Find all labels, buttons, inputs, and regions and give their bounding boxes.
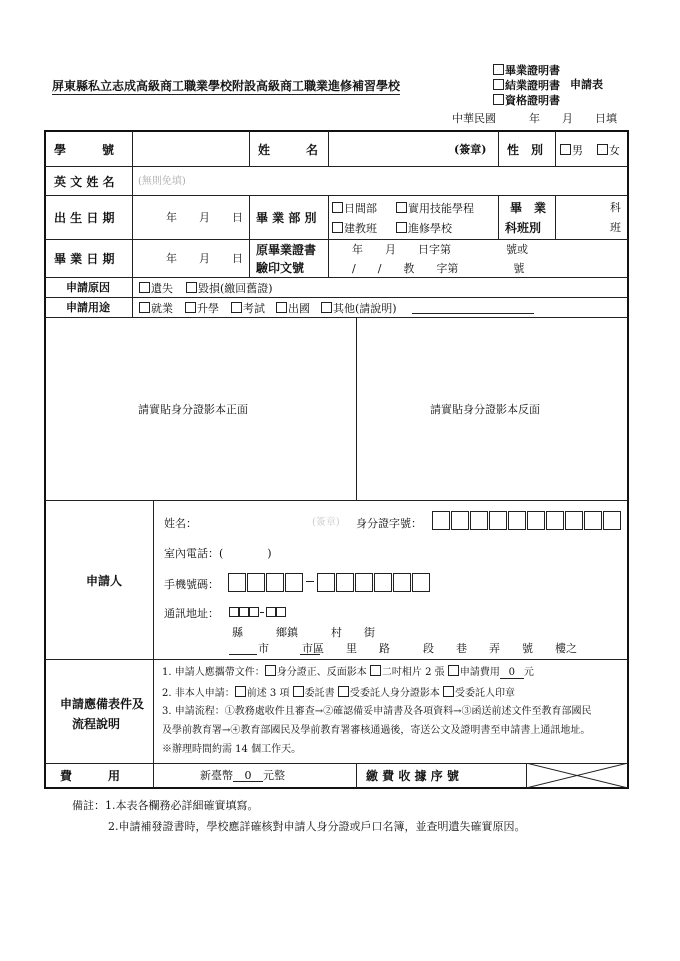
division-coop-option[interactable]: 建教班 xyxy=(332,222,377,234)
grad-class-label-2: 科班別 xyxy=(505,221,542,235)
apply-form-label: 申請表 xyxy=(570,78,603,91)
fee-amount: 新臺幣 0 元整 xyxy=(200,769,285,782)
checkbox[interactable] xyxy=(560,144,571,155)
student-id-field[interactable] xyxy=(134,133,247,164)
grad-date-ymd[interactable]: 年 月 日 xyxy=(166,252,243,265)
dept-suffix: 科 xyxy=(610,201,621,214)
checkbox[interactable] xyxy=(493,94,504,105)
cert-number-line-1[interactable]: 年 月 日字第 號或 xyxy=(352,243,528,256)
process-label-2: 流程說明 xyxy=(72,717,121,731)
english-name-label: 英 文 姓 名 xyxy=(54,175,115,189)
id-front-placeholder: 請實貼身分證影本正面 xyxy=(138,403,248,416)
checkbox[interactable] xyxy=(185,302,196,313)
name-label: 姓 名 xyxy=(258,143,319,157)
grad-date-label: 畢 業 日 期 xyxy=(54,252,115,266)
class-suffix: 班 xyxy=(610,221,621,234)
english-name-field[interactable] xyxy=(134,168,627,194)
division-practical-option[interactable]: 實用技能學程 xyxy=(396,202,474,214)
cert-option-completion[interactable]: 結業證明書 xyxy=(493,79,560,91)
checkbox[interactable] xyxy=(332,222,343,233)
process-item-3b: 及學前教育署→④教育部國民及學前教育署審核通過後，寄送公文及證明書至申請書上通訊地址。 xyxy=(162,725,591,736)
mobile-label: 手機號碼： xyxy=(164,578,219,591)
checkbox[interactable] xyxy=(597,144,608,155)
orig-cert-label-1: 原畢業證書 xyxy=(256,243,317,257)
cert-option-qualification[interactable]: 資格證明書 xyxy=(493,94,560,106)
checkbox[interactable] xyxy=(332,202,343,213)
checkbox[interactable] xyxy=(396,202,407,213)
use-exam-option[interactable]: 考試 xyxy=(231,302,265,314)
checkbox[interactable] xyxy=(139,302,150,313)
checkbox[interactable] xyxy=(276,302,287,313)
checkbox[interactable] xyxy=(493,79,504,90)
gender-label: 性 別 xyxy=(507,143,544,157)
gender-male-option[interactable]: 男 xyxy=(560,144,583,156)
form-title: 屏東縣私立志成高級商工職業學校附設高級商工職業進修補習學校 xyxy=(52,79,401,93)
cert-option-graduation[interactable]: 畢業證明書 xyxy=(493,64,560,76)
checkbox[interactable] xyxy=(186,282,197,293)
process-note: ※辦理時間約需 14 個工作天。 xyxy=(162,744,302,755)
division-continuing-option[interactable]: 進修學校 xyxy=(396,222,452,234)
birth-date-label: 出 生 日 期 xyxy=(54,211,115,225)
address-line-1[interactable]: 縣 鄉鎮 村 街 xyxy=(232,626,375,639)
birth-date-ymd[interactable]: 年 月 日 xyxy=(166,211,243,224)
name-field[interactable] xyxy=(330,133,450,164)
process-label-1: 申請應備表件及 xyxy=(60,697,145,711)
reason-label: 申請原因 xyxy=(66,281,110,294)
checkbox[interactable] xyxy=(396,222,407,233)
reason-damaged-option[interactable]: 毀損(繳回舊證) xyxy=(186,282,273,294)
address-line-2[interactable]: 市 市區 里 路 段 巷 弄 號 樓之 xyxy=(258,642,577,655)
process-item-2: 2. 非本人申請： 前述 3 項 委託書 受委託人身分證影本 受委託人印章 xyxy=(162,688,516,699)
checkbox[interactable] xyxy=(493,64,504,75)
reason-lost-option[interactable]: 遺失 xyxy=(139,282,173,294)
receipt-label: 繳 費 收 據 序 號 xyxy=(366,769,459,783)
fee-label: 費 用 xyxy=(60,769,121,783)
use-other-blank[interactable] xyxy=(412,313,534,314)
checkbox[interactable] xyxy=(321,302,332,313)
remark-1: 備註：1.本表各欄務必詳細確實填寫。 xyxy=(72,799,259,812)
remark-2: 2.申請補發證書時，學校應詳確核對申請人身分證或戶口名簿，並查明遺失確實原因。 xyxy=(108,820,526,833)
cert-number-line-2[interactable]: / / 教 字第 號 xyxy=(352,262,525,275)
process-item-3a: 3. 申請流程：①教務處收件且審查→②確認備妥申請書及各項資料→③函送前述文件至教育部國民 xyxy=(162,706,592,717)
fill-date: 中華民國 年 月 日填 xyxy=(452,112,617,125)
receipt-cross-mark xyxy=(526,763,628,788)
use-other-option[interactable]: 其他(請說明) xyxy=(321,302,397,314)
division-day-option[interactable]: 日間部 xyxy=(332,202,377,214)
grad-class-label-1: 畢 業 xyxy=(510,201,547,215)
checkbox[interactable] xyxy=(139,282,150,293)
id-back-placeholder: 請實貼身分證影本反面 xyxy=(430,403,540,416)
gender-female-option[interactable]: 女 xyxy=(597,144,620,156)
process-item-1: 1. 申請人應攜帶文件： 身分證正、反面影本 二吋相片 2 張 申請費用 0 元 xyxy=(162,667,534,678)
applicant-id-label: 身分證字號： xyxy=(356,517,422,530)
checkbox[interactable] xyxy=(231,302,242,313)
home-phone-field[interactable]: 室內電話：( ) xyxy=(164,547,272,560)
student-id-label: 學 號 xyxy=(54,143,115,157)
address-label: 通訊地址： xyxy=(164,607,219,620)
use-label: 申請用途 xyxy=(66,301,110,314)
name-seal-label: (簽章) xyxy=(454,143,487,156)
division-label: 畢 業 部 別 xyxy=(256,211,317,225)
applicant-label: 申請人 xyxy=(86,574,123,588)
applicant-seal-hint: (簽章) xyxy=(312,517,340,528)
use-school-option[interactable]: 升學 xyxy=(185,302,219,314)
applicant-name-label: 姓名： xyxy=(164,517,197,530)
orig-cert-label-2: 驗印文號 xyxy=(256,261,305,275)
use-job-option[interactable]: 就業 xyxy=(139,302,173,314)
fee-amount-inline: 0 xyxy=(500,668,524,679)
use-abroad-option[interactable]: 出國 xyxy=(276,302,310,314)
english-name-hint: (無則免填) xyxy=(138,176,186,187)
